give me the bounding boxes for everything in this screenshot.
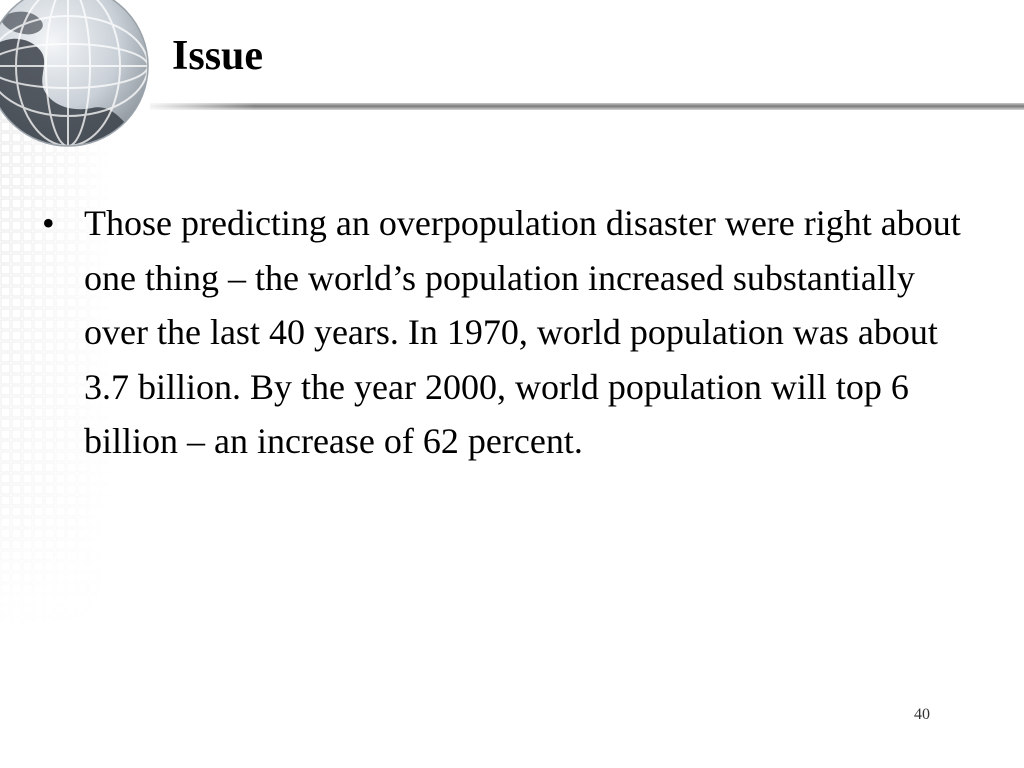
bullet-item [42, 196, 982, 469]
slide-title: Issue [172, 33, 264, 79]
bullet-marker: • [42, 203, 55, 243]
bullet-text: Those predicting an overpopulation disaster were right about one thing – the world’s population increased substantially over the last 40 years. In 1970, world population was about 3.7 billion. By the year 2000, world population will top 6 billion – an increase of 62 percent. [84, 203, 961, 461]
globe-icon [0, 0, 156, 154]
title-underline [150, 101, 1024, 113]
slide-body [42, 196, 982, 469]
bullet-list [42, 196, 982, 469]
page-number: 40 [914, 706, 930, 723]
